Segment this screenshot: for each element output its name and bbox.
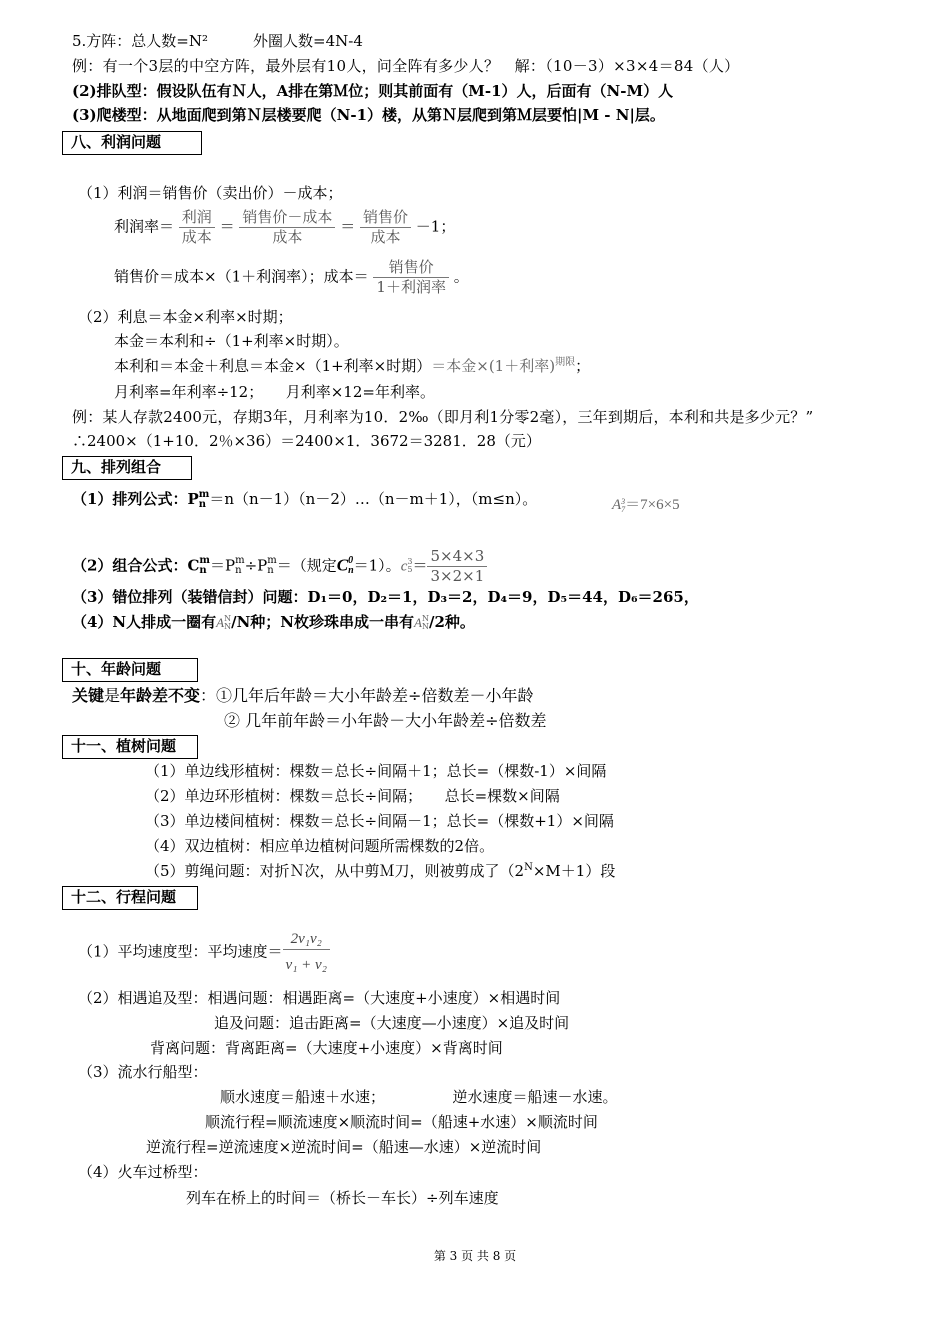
section-heading-age: 十、年龄问题 xyxy=(62,658,198,682)
line-age-before: ② 几年前年龄＝小年龄－大小年龄差÷倍数差 xyxy=(224,711,547,730)
page-footer: 第 3 页 共 8 页 xyxy=(433,1249,517,1263)
line-square-example: 例：有一个3层的中空方阵，最外层有10人，问全阵有多少人？ 解：（10－3）×3×4＝84（人） xyxy=(72,57,740,75)
fraction-combination-example: $\frac{5\times 4\times 3}{3\times 2\times 1}$ xyxy=(427,547,487,586)
line-train-time: 列车在桥上的时间＝（桥长－车长）÷列车速度 xyxy=(186,1189,499,1207)
line-upstream-distance: 逆流行程=逆流速度×逆流时间=（船速—水速）×逆流时间 xyxy=(146,1138,542,1156)
line-monthly-rate: 月利率=年利率÷12； 月利率×12=年利率。 xyxy=(114,383,435,401)
section-heading-tree-planting: 十一、植树问题 xyxy=(62,735,198,759)
section-heading-travel: 十二、行程问题 xyxy=(62,886,198,910)
line-interest-solution: ∴2400×（1+10．2％×36）＝2400×1．3672＝3281．28（元） xyxy=(72,432,541,450)
fraction-profit-cost: $\frac{\text{利润}}{\text{成本}}$ xyxy=(179,208,215,247)
line-tree-double-side: （4）双边植树：相应单边植树问题所需棵数的2倍。 xyxy=(145,837,495,855)
line-combination-formula: （2）组合公式：C m n ＝P m n ÷P m n ＝（规定C 0 n ＝1）。c 3 5 ＝ $\frac{5\times 4\times 3}{3\times 2\times 1}$ xyxy=(72,547,487,586)
line-chase-problem: 追及问题：追击距离=（大速度—小速度）×追及时间 xyxy=(214,1014,570,1032)
line-tree-circular: （2）单边环形植树：棵数＝总长÷间隔； 总长=棵数×间隔 xyxy=(145,787,560,805)
line-interest-example: 例：某人存款2400元，存期3年，月利率为10．2‰（即月利1分零2毫），三年到期后，本利和共是多少元？” xyxy=(72,408,814,426)
permutation-example: A 3 7 ＝7×6×5 xyxy=(612,496,680,514)
line-derangement: （3）错位排列（装错信封）问题：D₁＝0，D₂＝1，D₃＝2，D₄＝9，D₅＝44，D₆＝265， xyxy=(72,588,699,606)
fraction-average-speed: $\frac{\text{2v₁v₂}}{\text{v₁ + v₂}}$ xyxy=(283,930,330,975)
line-principal: 本金＝本利和÷（1+利率×时期）。 xyxy=(114,332,349,350)
fraction-price-over-rate: $\frac{\text{销售价}}{\text{1＋利润率}}$ xyxy=(373,258,449,297)
line-circular-arrangement: （4）N人排成一圈有A N N /N种；N枚珍珠串成一串有A N N /2种。 xyxy=(72,613,475,631)
line-stairs-type: (3)爬楼型：从地面爬到第Ｎ层楼要爬（N-1）楼，从第Ｎ层爬到第Ｍ层要怕|M - N|层。 xyxy=(72,106,665,124)
line-train-bridge: （4）火车过桥型： xyxy=(78,1163,208,1181)
fraction-price-cost: $\frac{\text{销售价}}{\text{成本}}$ xyxy=(360,208,411,247)
line-square-formation: 5.方阵：总人数=N² 外圈人数=4N-4 xyxy=(72,32,363,50)
line-downstream-distance: 顺流行程=顺流速度×顺流时间=（船速+水速）×顺流时间 xyxy=(205,1113,598,1131)
line-profit-def: （1）利润＝销售价（卖出价）－成本； xyxy=(78,184,343,202)
section-heading-profit: 八、利润问题 xyxy=(62,131,202,155)
line-principal-interest: 本利和＝本金＋利息＝本金×（1+利率×时期）＝本金×(1＋利率)$^{期限}$； xyxy=(114,357,591,375)
line-departure-problem: 背离问题：背离距离=（大速度+小速度）×背离时间 xyxy=(150,1039,503,1057)
line-interest-def: （2）利息＝本金×利率×时期； xyxy=(78,308,293,326)
line-profit-rate: 利润率＝ $\frac{\text{利润}}{\text{成本}}$ ＝ $\frac{\text{销售价－成本}}{\text{成本}}$ ＝ $\frac{\text{销售价}}{\text{成本}}$ －1； xyxy=(114,208,456,246)
line-tree-between-buildings: （3）单边楼间植树：棵数＝总长÷间隔－1；总长=（棵数+1）×间隔 xyxy=(145,812,614,830)
line-boat-speeds: 顺水速度＝船速＋水速； 逆水速度＝船速－水速。 xyxy=(220,1088,618,1106)
line-tree-linear: （1）单边线形植树：棵数＝总长÷间隔＋1；总长=（棵数-1）×间隔 xyxy=(145,762,607,780)
line-age-after: 关键是年龄差不变：①几年后年龄＝大小年龄差÷倍数差－小年龄 xyxy=(72,686,534,705)
line-meeting-problem: （2）相遇追及型：相遇问题：相遇距离=（大速度+小速度）×相遇时间 xyxy=(78,989,561,1007)
line-rope-cutting: （5）剪绳问题：对折Ｎ次，从中剪Ｍ刀，则被剪成了$(2^N\times M+1)$段 xyxy=(145,862,616,880)
line-permutation-formula: （1）排列公式：P m n ＝n（n－1）（n－2）…（n－m＋1），（m≤n）。 xyxy=(72,489,538,510)
section-heading-permutation: 九、排列组合 xyxy=(62,456,192,480)
fraction-price-minus-cost: $\frac{\text{销售价－成本}}{\text{成本}}$ xyxy=(239,208,335,247)
line-queue-type: (2)排队型：假设队伍有Ｎ人，A排在第Ｍ位；则其前面有（M-1）人，后面有（N-M）人 xyxy=(72,82,674,100)
line-average-speed: （1）平均速度型：平均速度＝ $\frac{\text{2v₁v₂}}{\text{v₁ + v₂}}$ xyxy=(78,930,330,975)
line-sale-price: 销售价＝成本×（1＋利润率）；成本＝ $\frac{\text{销售价}}{\text{1＋利润率}}$ 。 xyxy=(114,258,469,296)
line-boat-type: （3）流水行船型： xyxy=(78,1063,208,1081)
